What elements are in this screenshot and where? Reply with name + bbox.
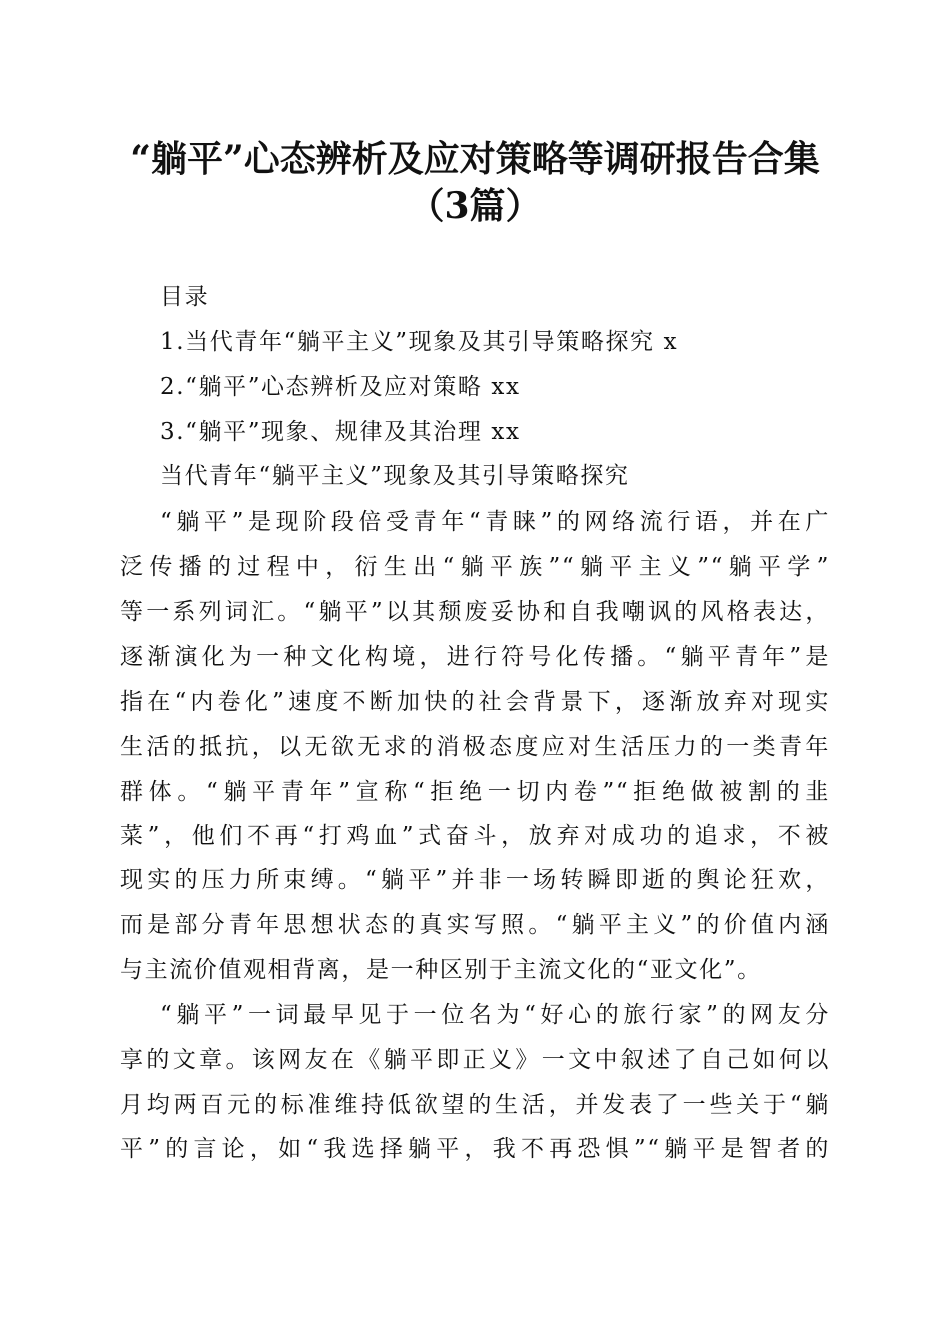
paragraph-2-line: “躺平”一词最早见于一位名为“好心的旅行家”的网友分 bbox=[160, 1002, 830, 1028]
toc-heading: 目录 bbox=[160, 284, 210, 310]
paragraph-2-line: 享的文章。该网友在《躺平即正义》一文中叙述了自己如何以 bbox=[120, 1047, 830, 1073]
paragraph-2-line: 月均两百元的标准维持低欲望的生活，并发表了一些关于“躺 bbox=[120, 1092, 830, 1118]
paragraph-1-line: 等一系列词汇。“躺平”以其颓废妥协和自我嘲讽的风格表达， bbox=[120, 599, 830, 625]
document-title-line-1: “躺平”心态辨析及应对策略等调研报告合集 bbox=[130, 138, 820, 180]
section-title: 当代青年“躺平主义”现象及其引导策略探究 bbox=[160, 463, 630, 489]
toc-item-2: 2.“躺平”心态辨析及应对策略 xx bbox=[160, 374, 521, 400]
toc-item-3: 3.“躺平”现象、规律及其治理 xx bbox=[160, 419, 521, 445]
paragraph-2-line: 平”的言论，如“我选择躺平，我不再恐惧”“躺平是智者的 bbox=[120, 1136, 830, 1162]
paragraph-1-line: 现实的压力所束缚。“躺平”并非一场转瞬即逝的舆论狂欢， bbox=[120, 867, 830, 893]
paragraph-1-line: 泛传播的过程中，衍生出“躺平族”“躺平主义”“躺平学” bbox=[120, 554, 830, 580]
paragraph-1-line-last: 与主流价值观相背离，是一种区别于主流文化的“亚文化”。 bbox=[120, 957, 762, 983]
document-title-line-2: （3篇） bbox=[408, 185, 542, 227]
paragraph-1-line: 指在“内卷化”速度不断加快的社会背景下，逐渐放弃对现实 bbox=[120, 689, 830, 715]
paragraph-1-line: “躺平”是现阶段倍受青年“青睐”的网络流行语，并在广 bbox=[160, 509, 830, 535]
paragraph-1-line: 群体。“躺平青年”宣称“拒绝一切内卷”“拒绝做被割的韭 bbox=[120, 779, 830, 805]
paragraph-1-line: 菜”，他们不再“打鸡血”式奋斗，放弃对成功的追求，不被 bbox=[120, 823, 830, 849]
paragraph-1-line: 生活的抵抗，以无欲无求的消极态度应对生活压力的一类青年 bbox=[120, 734, 830, 760]
paragraph-1-line: 而是部分青年思想状态的真实写照。“躺平主义”的价值内涵 bbox=[120, 912, 830, 938]
paragraph-1-line: 逐渐演化为一种文化构境，进行符号化传播。“躺平青年”是 bbox=[120, 644, 830, 670]
toc-item-1: 1.当代青年“躺平主义”现象及其引导策略探究 x bbox=[160, 329, 679, 355]
